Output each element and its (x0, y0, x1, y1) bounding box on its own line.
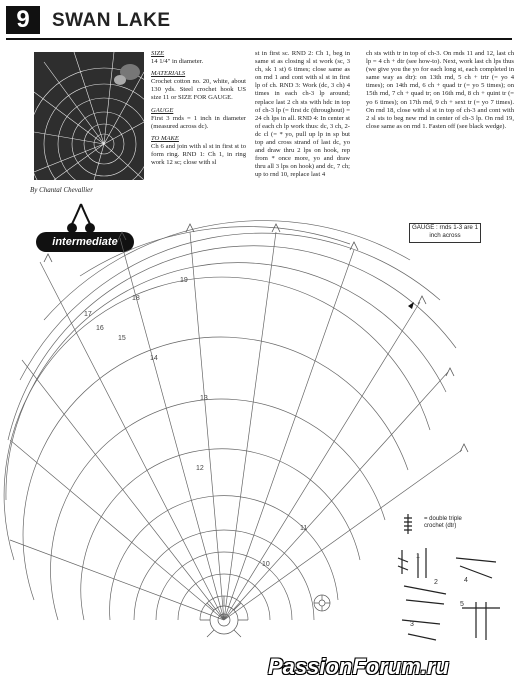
header-divider (6, 38, 512, 40)
materials-text: Crochet cotton no. 20, white, about 130 yds. Steel crochet hook US size 11 or SIZE FOR GAUGE. (151, 78, 246, 102)
instructions-column-1 (151, 50, 246, 167)
figure-number: 3 (410, 621, 414, 628)
instructions-column-3: ch sts with tr in top of ch-3. On rnds 11 and 12, last ch lp = 4 ch + dtr (see how-to). Next, work last ch lps thus (we give you the yo for each long st, each completed in same way as dtr): on 13th rnd, 5 ch + trtr (= yo 4 times); on 14th rnd, 6 ch + quad tr (= yo 5 times); on 15th rnd, 7 ch + quad tr; on 16th rnd, 8 ch + quint tr (= yo 6 times); on 17th rnd, 9 ch + sext tr (= yo 7 times). On rnd 18, close with sl st in top of ch-3 and cont with 2 sl sts to beg new rnd in center of ch-3 lp. On rnd 19, close same as on rnd 1. Fasten off (see black wedge). (366, 50, 514, 130)
round-label: 11 (300, 525, 308, 532)
materials-heading: MATERIALS (151, 70, 186, 78)
fasten-off-wedge (408, 302, 414, 309)
figure-number: 4 (464, 577, 468, 584)
dtr-symbol-icon (404, 514, 412, 534)
round-label: 16 (96, 325, 104, 332)
center-ring-detail (314, 595, 330, 611)
instructions-column-2: st in first sc. RND 2: Ch 1, beg in same st as closing sl st work (sc, 3 ch, sk 1 st) 6 times; close same as on rnd 1 and cont with sl st in first lp of ch. RND 3: Work (dc, 3 ch) 4 times in each ch-3 lp around; replace last 2 ch sts with hdc in top of ch-3 lp (= first dc (throughout) = 24 ch lps in all. RND 4: In center st of each ch lp work thus: dc, 3 ch, 2-dc cl (= * yo, pull up lp in sp but top and cross strand of last dc, yo and draw thru 2 lps on hook, rep from * once more, yo and draw thru all 3 lps on hook) and dc, 7 ch; up to rnd 10, replace last 4 (255, 50, 350, 179)
to-make-text: Ch 6 and join with sl st in first st to form ring. RND 1: Ch 1, in ring work 12 sc; close with sl (151, 142, 246, 167)
watermark: PassionForum.ru (268, 654, 449, 679)
size-text: 14 1/4" in diameter. (151, 58, 204, 66)
page-title: SWAN LAKE (52, 10, 171, 31)
doily-photo (34, 52, 144, 180)
byline: By Chantal Chevallier (30, 186, 93, 194)
round-label: 15 (118, 335, 126, 342)
pattern-number: 9 (6, 6, 40, 34)
figure-number: 2 (434, 579, 438, 586)
skill-level-badge: intermediate (36, 232, 134, 252)
figure-number: 1 (416, 553, 420, 560)
round-label: 19 (180, 277, 188, 284)
size-heading: SIZE (151, 50, 165, 57)
round-label: 17 (84, 311, 92, 318)
round-label: 13 (200, 395, 208, 402)
to-make-heading: TO MAKE (151, 134, 179, 142)
gauge-box: GAUGE : rnds 1-3 are 1 inch across (409, 223, 481, 243)
round-label: 18 (132, 295, 140, 302)
gauge-text: First 3 rnds = 1 inch in diameter (measured across dc). (151, 114, 246, 130)
dtr-legend: = double triple crochet (dtr) (424, 516, 462, 529)
gauge-heading: GAUGE (151, 106, 174, 114)
figure-number: 5 (460, 601, 464, 608)
round-label: 14 (150, 355, 158, 362)
round-label: 12 (196, 465, 204, 472)
round-label: 10 (262, 561, 270, 568)
